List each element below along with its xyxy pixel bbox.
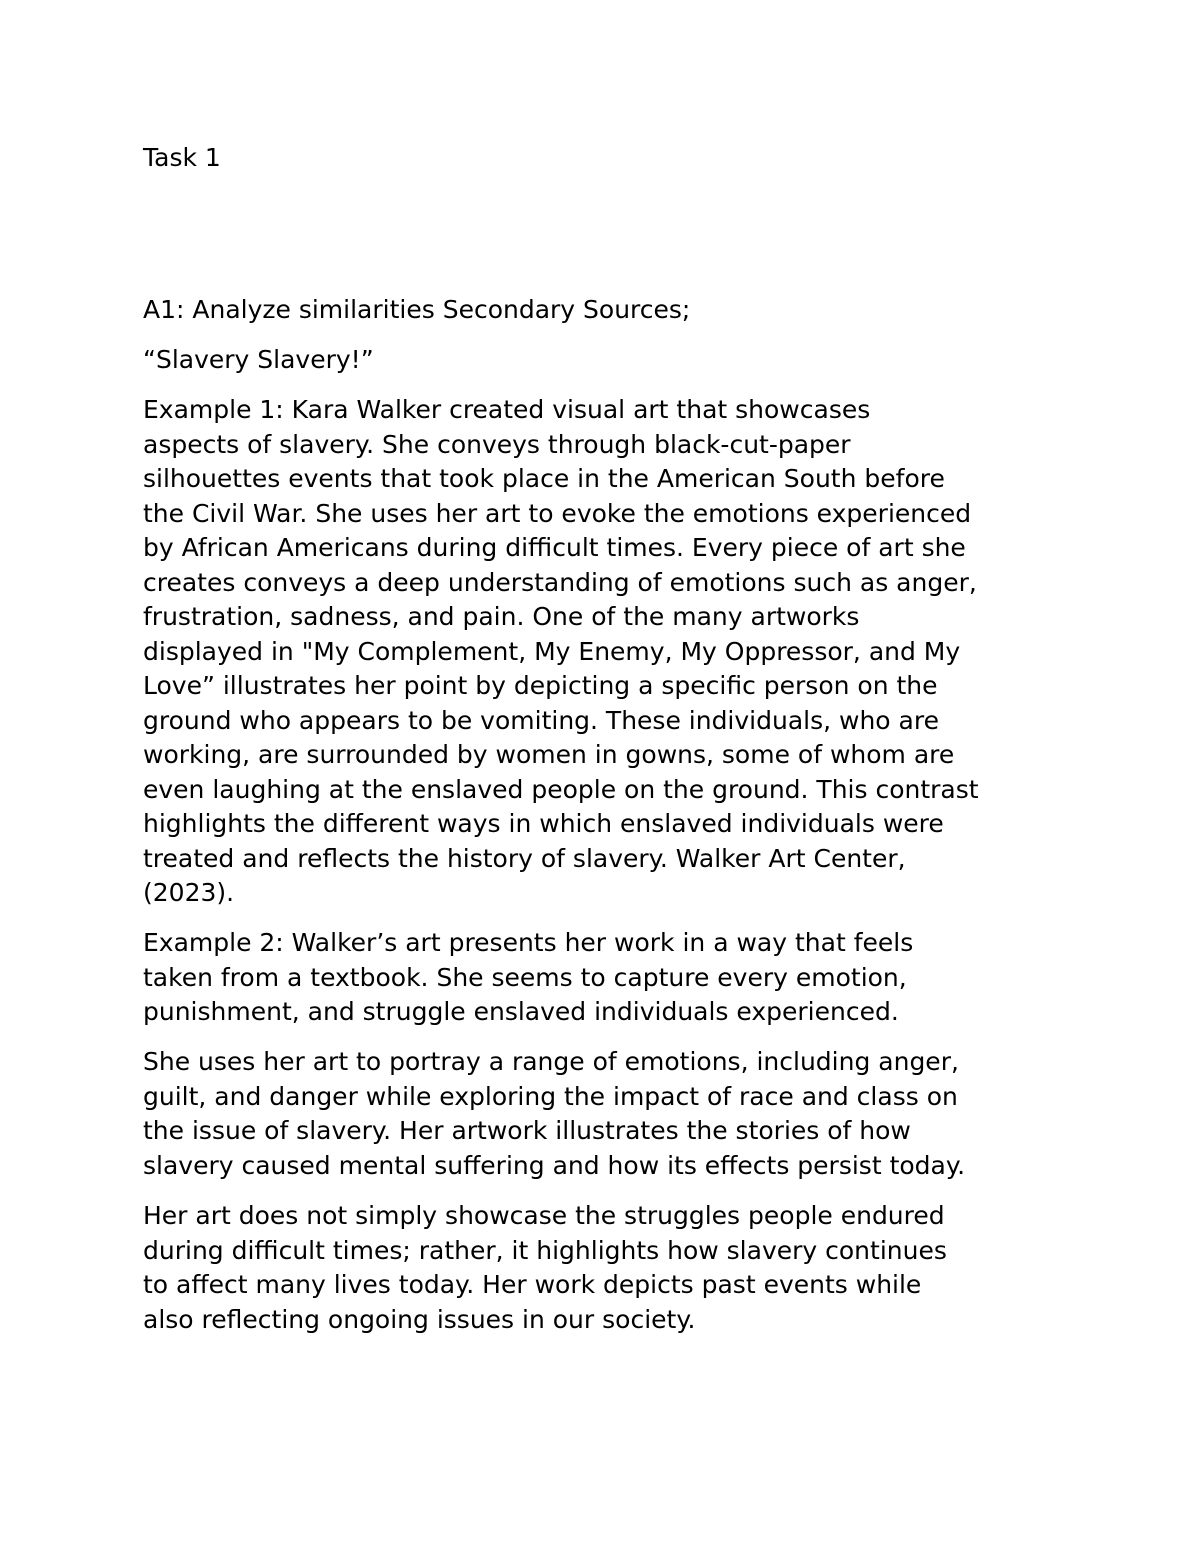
- paragraph-emotions: She uses her art to portray a range of emotions, including anger, guilt, and danger while exploring the impact of race and class on the issue of slavery. Her artwork illustrates the stories of how slavery caused mental suffering and how its effects persist today.: [143, 1047, 966, 1180]
- paragraph-conclusion: Her art does not simply showcase the struggles people endured during difficult times; rather, it highlights how slavery continues to affect many lives today. Her work depicts past events while also reflecting ongoing issues in our society.: [143, 1201, 947, 1334]
- paragraph-example-2: Example 2: Walker’s art presents her work in a way that feels taken from a textbook. She seems to capture every emotion, punishment, and struggle enslaved individuals experienced.: [143, 928, 914, 1026]
- document-title: Task 1: [143, 143, 221, 172]
- paragraph-example-1: Example 1: Kara Walker created visual art that showcases aspects of slavery. She conveys through black-cut-paper silhouettes events that took place in the American South before the Civil War. She uses her art to evoke the emotions experienced by African Americans during difficult times. Every piece of art she creates conveys a deep understanding of emotions such as anger, frustration, sadness, and pain. One of the many artworks displayed in "My Complement, My Enemy, My Oppressor, and My Love” illustrates her point by depicting a specific person on the ground who appears to be vomiting. These individuals, who are working, are surrounded by women in gowns, some of whom are even laughing at the enslaved people on the ground. This contrast highlights the different ways in which enslaved individuals were treated and reflects the history of slavery. Walker Art Center, (2023).: [143, 395, 979, 907]
- source-title: “Slavery Slavery!”: [143, 345, 374, 374]
- section-heading: A1: Analyze similarities Secondary Sources;: [143, 295, 691, 324]
